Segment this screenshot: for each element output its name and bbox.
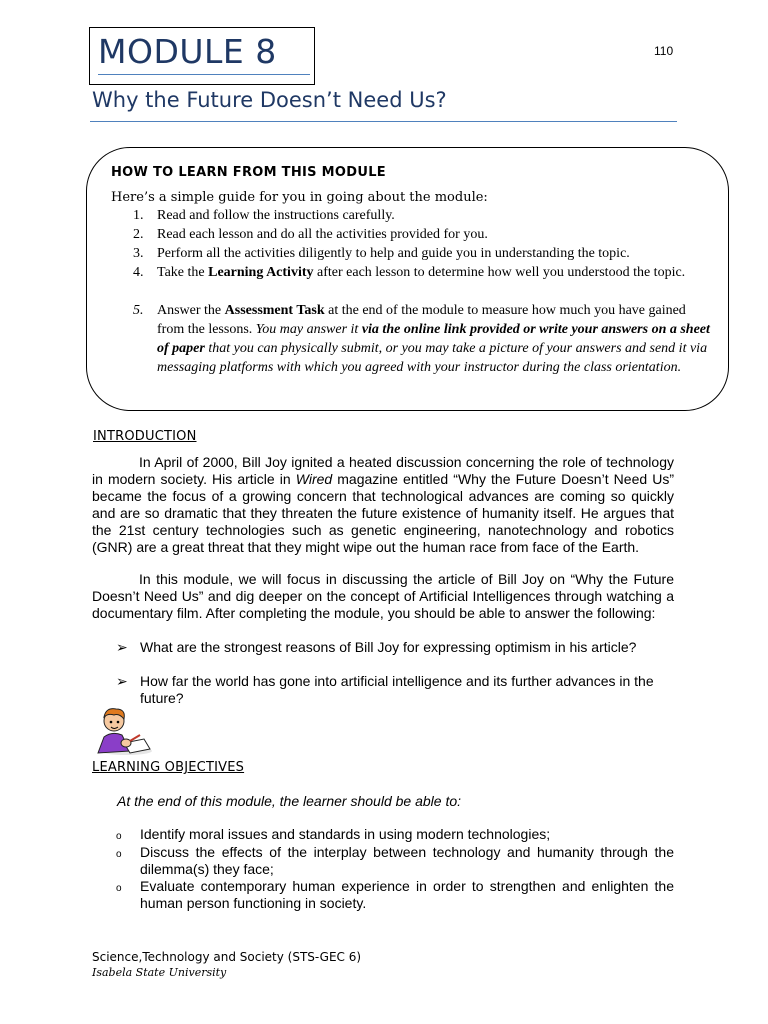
question-item: [116, 673, 656, 707]
text-run: Read each lesson and do all the activities provided for you.: [157, 227, 488, 242]
circle-bullet-icon: o: [116, 831, 122, 842]
guide-item-number: 4.: [133, 265, 144, 280]
introduction-paragraph-2: [92, 571, 674, 622]
guide-item-text: [157, 206, 711, 225]
title-divider: [90, 121, 677, 122]
guide-item-text: [157, 244, 711, 263]
arrow-bullet-icon: ➢: [116, 639, 128, 655]
text-run: Perform all the activities diligently to help and guide you in understanding the topic.: [157, 246, 630, 261]
footer-university: Isabela State University: [92, 966, 227, 979]
text-run: Answer the: [157, 303, 225, 318]
guide-heading: HOW TO LEARN FROM THIS MODULE: [111, 165, 386, 180]
objective-item: [116, 844, 674, 878]
objective-item: [116, 826, 674, 843]
guide-item-number: 1.: [133, 208, 144, 223]
text-run: In this module, we will focus in discussing the article of Bill Joy on “Why the Future Doesn’t Need Us” and dig deeper on the concept of Artificial Intelligences through watching a documentary film. After completing the module, you should be able to answer the following:: [92, 571, 674, 621]
guide-item-text: [157, 301, 711, 377]
guide-intro: Here’s a simple guide for you in going about the module:: [111, 190, 488, 205]
text-run: Learning Activity: [208, 265, 314, 280]
text-run: that you can physically submit, or you may take a picture of your answers and send it via messaging platforms with which you agreed with your instructor during the class orientation.: [157, 341, 708, 375]
learning-objectives-lead: At the end of this module, the learner should be able to:: [117, 793, 462, 809]
learning-objectives-heading: LEARNING OBJECTIVES: [92, 760, 245, 775]
text-run: via the online link provided or write your answers on a sheet of paper: [157, 322, 710, 356]
guide-item-text: [157, 263, 711, 282]
introduction-paragraph-1: [92, 454, 674, 556]
text-run: In April of 2000, Bill Joy ignited a heated discussion concerning the role of technology in modern society. His article in: [92, 454, 674, 487]
text-run: Read and follow the instructions carefully.: [157, 208, 395, 223]
page-number: 110: [654, 44, 674, 58]
module-label: MODULE 8: [98, 32, 277, 71]
guide-item: [111, 225, 711, 244]
objective-text: Evaluate contemporary human experience in order to strengthen and enlighten the human person functioning in society.: [140, 878, 674, 911]
page-title: Why the Future Doesn’t Need Us?: [92, 88, 447, 112]
objective-text: Discuss the effects of the interplay between technology and humanity through the dilemma(s) they face;: [140, 844, 674, 877]
learning-guide-box: [86, 147, 729, 411]
circle-bullet-icon: o: [116, 883, 122, 894]
text-run: Assessment Task: [224, 303, 325, 318]
footer-course: Science,Technology and Society (STS-GEC 6): [92, 950, 362, 964]
question-item: [116, 639, 656, 656]
guide-item: [111, 244, 711, 263]
text-run: You may answer it: [255, 322, 362, 337]
text-run: magazine entitled “Why the Future Doesn’t Need Us” became the focus of a growing concern that technological advances are coming so quickly and are so dramatic that they threaten the future existence of humanity itself. He argues that the 21st century technologies such as genetic engineering, nanotechnology and robotics (GNR) are a great threat that they might wipe out the human race from face of the Earth.: [92, 471, 674, 555]
module-label-underline: [98, 74, 310, 75]
guide-item-text: [157, 225, 711, 244]
guide-item-number: 2.: [133, 227, 144, 242]
guide-item-number: 5.: [133, 303, 144, 318]
guide-item: [111, 301, 711, 377]
question-text: How far the world has gone into artificial intelligence and its further advances in the future?: [140, 673, 654, 706]
text-run: after each lesson to determine how well you understood the topic.: [313, 265, 686, 280]
circle-bullet-icon: o: [116, 849, 122, 860]
text-run: Wired: [295, 471, 333, 487]
objective-item: [116, 878, 674, 912]
question-text: What are the strongest reasons of Bill Joy for expressing optimism in his article?: [140, 639, 637, 655]
introduction-heading: INTRODUCTION: [93, 429, 197, 444]
guide-item: [111, 206, 711, 225]
arrow-bullet-icon: ➢: [116, 673, 128, 689]
objective-text: Identify moral issues and standards in using modern technologies;: [140, 826, 551, 842]
guide-item-number: 3.: [133, 246, 144, 261]
module-label-box: [89, 27, 315, 85]
guide-item: [111, 263, 711, 282]
text-run: Take the: [157, 265, 209, 280]
cartoon-student-writing-icon: [86, 705, 156, 757]
text-run: at the end of the module to measure how much you have gained from the lessons.: [157, 303, 686, 337]
